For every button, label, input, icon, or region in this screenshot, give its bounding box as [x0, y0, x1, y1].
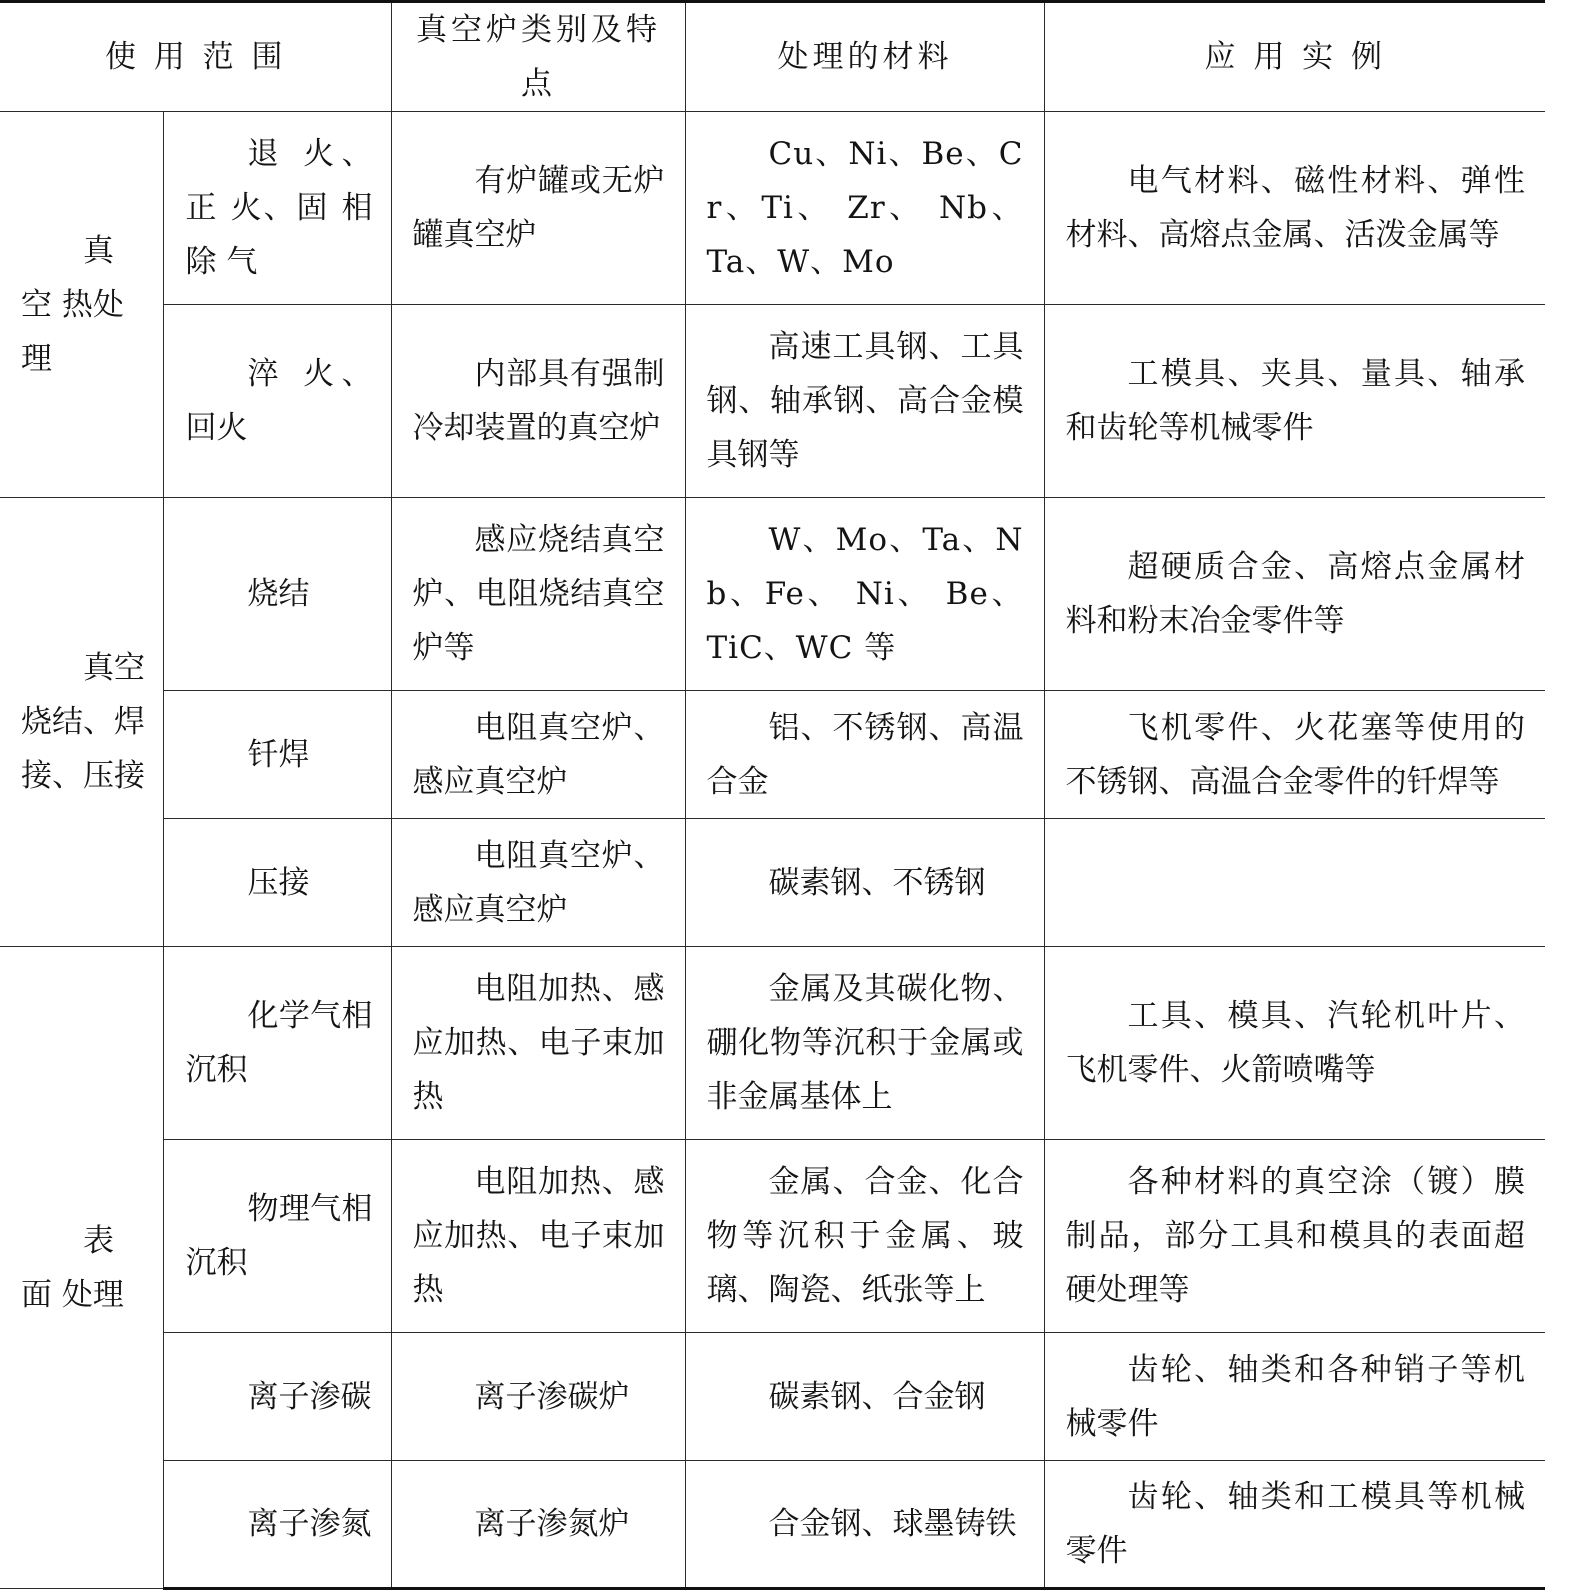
process-cell: 物理气相沉积 [163, 1140, 391, 1333]
process-cell: 烧结 [163, 498, 391, 691]
applications-cell: 飞机零件、火花塞等使用的不锈钢、高温合金零件的钎焊等 [1044, 691, 1545, 819]
header-applications: 应 用 实 例 [1044, 2, 1545, 112]
group-label-sintering-welding: 真空烧结、焊接、压接 [0, 498, 163, 947]
header-furnace-type: 真空炉类别及特点 [391, 2, 685, 112]
table-row [0, 1140, 1545, 1333]
group-label-heat-treatment: 真 空 热处理 [0, 112, 163, 498]
materials-cell: 碳素钢、合金钢 [685, 1333, 1044, 1461]
table-row [0, 112, 1545, 305]
process-cell: 钎焊 [163, 691, 391, 819]
furnace-cell: 内部具有强制冷却装置的真空炉 [391, 305, 685, 498]
applications-cell: 工模具、夹具、量具、轴承和齿轮等机械零件 [1044, 305, 1545, 498]
furnace-cell: 有炉罐或无炉罐真空炉 [391, 112, 685, 305]
furnace-cell: 离子渗氮炉 [391, 1461, 685, 1589]
materials-cell: 合金钢、球墨铸铁 [685, 1461, 1044, 1589]
furnace-cell: 电阻加热、感应加热、电子束加热 [391, 1140, 685, 1333]
materials-cell: 铝、不锈钢、高温合金 [685, 691, 1044, 819]
table-row [0, 1461, 1545, 1589]
materials-cell: 金属、合金、化合物等沉积于金属、玻璃、陶瓷、纸张等上 [685, 1140, 1044, 1333]
header-usage-scope: 使 用 范 围 [0, 2, 391, 112]
applications-cell: 各种材料的真空涂（镀）膜制品，部分工具和模具的表面超硬处理等 [1044, 1140, 1545, 1333]
applications-cell: 超硬质合金、高熔点金属材料和粉末冶金零件等 [1044, 498, 1545, 691]
materials-cell: 碳素钢、不锈钢 [685, 819, 1044, 947]
applications-cell: 工具、模具、汽轮机叶片、飞机零件、火箭喷嘴等 [1044, 947, 1545, 1140]
furnace-cell: 感应烧结真空炉、电阻烧结真空炉等 [391, 498, 685, 691]
process-cell: 离子渗碳 [163, 1333, 391, 1461]
process-cell: 退 火、正 火、固 相 除 气 [163, 112, 391, 305]
applications-cell: 齿轮、轴类和工模具等机械零件 [1044, 1461, 1545, 1589]
table-header-row [0, 2, 1545, 112]
applications-cell [1044, 819, 1545, 947]
materials-cell: Cu、Ni、Be、Cr、Ti、 Zr、 Nb、 Ta、W、Mo [685, 112, 1044, 305]
table-row [0, 498, 1545, 691]
table-row [0, 947, 1545, 1140]
table-row [0, 1333, 1545, 1461]
materials-cell: 高速工具钢、工具钢、轴承钢、高合金模具钢等 [685, 305, 1044, 498]
header-materials: 处理的材料 [685, 2, 1044, 112]
process-cell: 淬 火、回火 [163, 305, 391, 498]
group-label-surface-treatment: 表 面 处理 [0, 947, 163, 1589]
table-row [0, 819, 1545, 947]
table-row [0, 305, 1545, 498]
materials-cell: 金属及其碳化物、硼化物等沉积于金属或非金属基体上 [685, 947, 1044, 1140]
furnace-cell: 电阻真空炉、感应真空炉 [391, 819, 685, 947]
applications-cell: 电气材料、磁性材料、弹性材料、高熔点金属、活泼金属等 [1044, 112, 1545, 305]
furnace-cell: 离子渗碳炉 [391, 1333, 685, 1461]
furnace-cell: 电阻加热、感应加热、电子束加热 [391, 947, 685, 1140]
process-cell: 化学气相沉积 [163, 947, 391, 1140]
process-cell: 离子渗氮 [163, 1461, 391, 1589]
materials-cell: W、Mo、Ta、Nb、Fe、 Ni、 Be、 TiC、WC 等 [685, 498, 1044, 691]
table-row [0, 691, 1545, 819]
process-cell: 压接 [163, 819, 391, 947]
applications-cell: 齿轮、轴类和各种销子等机械零件 [1044, 1333, 1545, 1461]
furnace-cell: 电阻真空炉、感应真空炉 [391, 691, 685, 819]
